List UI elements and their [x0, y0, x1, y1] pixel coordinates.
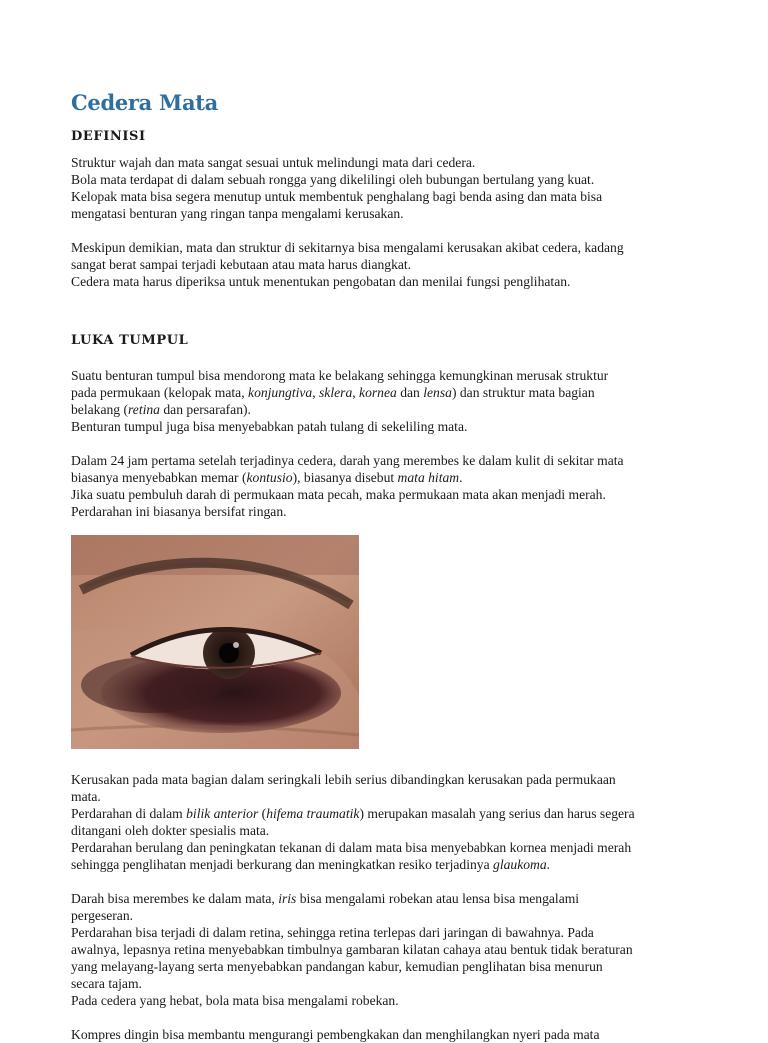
text-fragment: , [352, 385, 360, 400]
italic-term: konjungtiva [248, 385, 313, 400]
italic-term: glaukoma [493, 857, 547, 872]
text-line: secara tajam. [71, 976, 142, 991]
black-eye-photo [71, 535, 359, 749]
text-line: Kelopak mata bisa segera menutup untuk membentuk penghalang bagi benda asing dan mata bisa [71, 189, 603, 204]
text-line: yang melayang-layang serta menyebabkan pandangan kabur, kemudian penglihatan bisa menurun [71, 959, 603, 974]
italic-term: sklera [319, 385, 353, 400]
italic-term: retina [128, 402, 160, 417]
text-line: pergeseran. [71, 908, 134, 923]
text-fragment: ) merupakan masalah yang serius dan harus segera [359, 806, 635, 821]
text-fragment: Darah bisa merembes ke dalam mata, [71, 891, 279, 906]
section-heading-luka-tumpul: LUKA TUMPUL [71, 333, 189, 348]
text-fragment: . [459, 470, 463, 485]
text-line: awalnya, lepasnya retina menyebabkan timbulnya gambaran kilatan cahaya atau bentuk tidak beraturan [71, 942, 633, 957]
text-line: Dalam 24 jam pertama setelah terjadinya cedera, darah yang merembes ke dalam kulit di sekitar mata [71, 453, 624, 468]
text-line: Suatu benturan tumpul bisa mendorong mata ke belakang sehingga kemungkinan merusak struktur [71, 368, 609, 383]
text-fragment: pada permukaan (kelopak mata, [71, 385, 249, 400]
text-line: sangat berat sampai terjadi kebutaan atau mata harus diangkat. [71, 257, 412, 272]
text-fragment: , [312, 385, 320, 400]
text-fragment: . [546, 857, 551, 872]
text-fragment: dan persarafan). [159, 402, 251, 417]
text-line: Cedera mata harus diperiksa untuk menentukan pengobatan dan menilai fungsi penglihatan. [71, 274, 571, 289]
text-fragment: ), biasanya disebut [292, 470, 398, 485]
text-line: Struktur wajah dan mata sangat sesuai untuk melindungi mata dari cedera. [71, 155, 476, 170]
luka-paragraph-3 [71, 771, 711, 873]
text-fragment: bisa mengalami robekan atau lensa bisa mengalami [296, 891, 580, 906]
italic-term: bilik anterior [186, 806, 259, 821]
definisi-paragraph-1 [71, 154, 711, 222]
text-line: Benturan tumpul juga bisa menyebabkan patah tulang di sekeliling mata. [71, 419, 468, 434]
text-fragment: dan [396, 385, 424, 400]
text-line: Perdarahan berulang dan peningkatan tekanan di dalam mata bisa menyebabkan kornea menjadi merah [71, 840, 632, 855]
luka-paragraph-2 [71, 452, 711, 520]
text-fragment: sehingga penglihatan menjadi berkurang dan meningkatkan resiko terjadinya [71, 857, 494, 872]
text-line: Jika suatu pembuluh darah di permukaan mata pecah, maka permukaan mata akan menjadi merah. [71, 487, 606, 502]
italic-term: kontusio [246, 470, 293, 485]
italic-term: hifema traumatik [266, 806, 360, 821]
text-line: Meskipun demikian, mata dan struktur di sekitarnya bisa mengalami kerusakan akibat cedera, kadang [71, 240, 624, 255]
luka-paragraph-4 [71, 890, 711, 1009]
text-line: Perdarahan ini biasanya bersifat ringan. [71, 504, 287, 519]
text-fragment: belakang ( [71, 402, 128, 417]
section-heading-definisi: DEFINISI [71, 129, 146, 144]
text-fragment: Perdarahan di dalam [71, 806, 187, 821]
text-fragment: biasanya menyebabkan memar ( [71, 470, 247, 485]
italic-term: kornea [359, 385, 397, 400]
text-line: ditangani oleh dokter spesialis mata. [71, 823, 270, 838]
document-page [71, 88, 711, 1043]
text-line: Kerusakan pada mata bagian dalam seringkali lebih serius dibandingkan kerusakan pada permukaan [71, 772, 616, 787]
page-title: Cedera Mata [71, 90, 218, 115]
text-line: Kompres dingin bisa membantu mengurangi pembengkakan dan menghilangkan nyeri pada mata [71, 1027, 600, 1042]
text-fragment: ( [258, 806, 267, 821]
italic-term: lensa [423, 385, 452, 400]
italic-term: mata hitam [397, 470, 460, 485]
text-line: mengatasi benturan yang ringan tanpa mengalami kerusakan. [71, 206, 404, 221]
text-line: Pada cedera yang hebat, bola mata bisa mengalami robekan. [71, 993, 399, 1008]
luka-paragraph-5 [71, 1026, 711, 1043]
text-fragment: ) dan struktur mata bagian [451, 385, 595, 400]
luka-paragraph-1 [71, 367, 711, 435]
text-line: mata. [71, 789, 101, 804]
text-line: Perdarahan bisa terjadi di dalam retina, sehingga retina terlepas dari jaringan di bawahnya. Pada [71, 925, 594, 940]
italic-term: iris [278, 891, 297, 906]
text-line: Bola mata terdapat di dalam sebuah rongga yang dikelilingi oleh bubungan bertulang yang kuat. [71, 172, 595, 187]
definisi-paragraph-2 [71, 239, 711, 290]
